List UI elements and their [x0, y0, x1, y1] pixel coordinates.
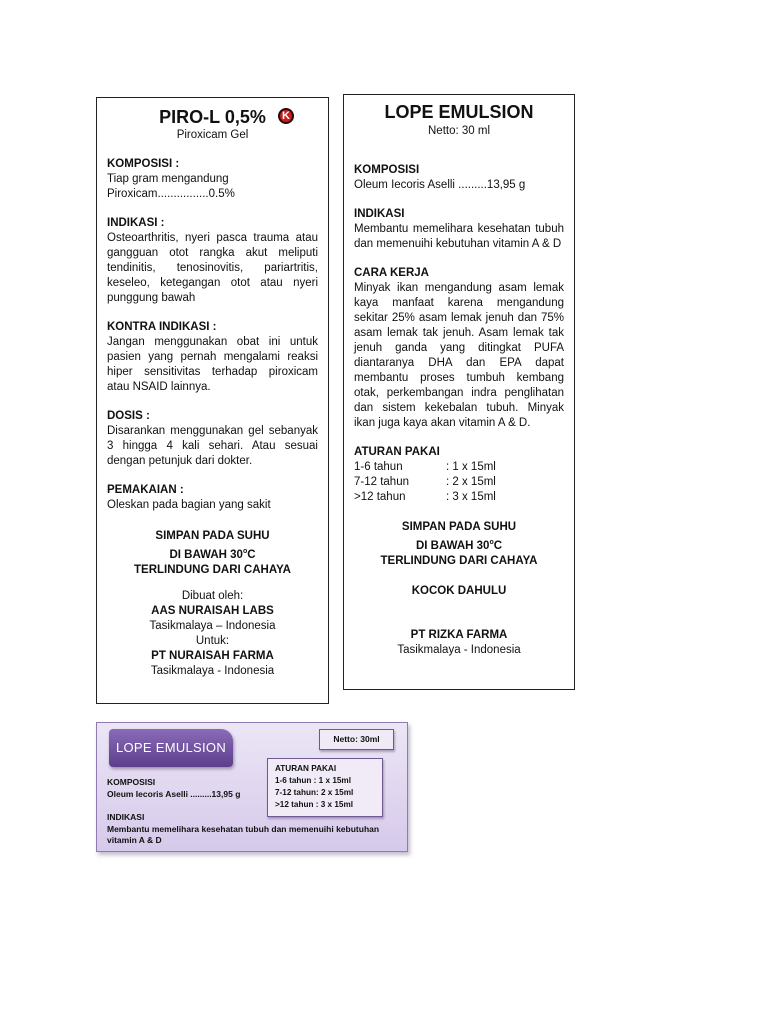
label-aturan-line: 1-6 tahun : 1 x 15ml	[275, 776, 351, 785]
piro-komposisi-line-2: Piroxicam................0.5%	[107, 188, 235, 200]
piro-dosis-text: Disarankan menggunakan gel sebanyak 3 hingga 4 kali sehari. Atau sesuai dengan petunjuk dari dokter.	[107, 425, 318, 467]
piro-pemakaian-heading: PEMAKAIAN :	[107, 484, 184, 496]
piro-komposisi-heading: KOMPOSISI :	[107, 158, 180, 170]
piro-indikasi-text: Osteoarthritis, nyeri pasca trauma atau gangguan otot rangka akut meliputi tendinitis, tenosinovitis, pariartritis, keseleo, ketegangan otot atau nyeri punggung bawah	[107, 232, 318, 304]
piro-made-by-label: Dibuat oleh:	[181, 589, 244, 602]
lope-indikasi-text: Membantu memelihara kesehatan tubuh dan memenuihi kebutuhan vitamin A & D	[354, 223, 564, 250]
aturan-age: 1-6 tahun	[354, 461, 403, 473]
piro-kontra-text: Jangan menggunakan obat ini untuk pasien yang pernah mengalami reaksi hiper sensitivitas terhadap piroxicam atau NSAID lainnya.	[107, 336, 318, 393]
piro-storage-line-1: SIMPAN PADA SUHU	[155, 530, 270, 542]
piro-dosis-heading: DOSIS :	[107, 410, 150, 422]
piro-storage-line-2: DI BAWAH 30$^o$C	[169, 548, 256, 561]
piro-title-row	[107, 106, 318, 128]
piro-client-name: PT NURAISAH FARMA	[151, 649, 274, 662]
lope-indikasi-heading: INDIKASI	[354, 208, 405, 220]
piro-for-label: Untuk:	[195, 634, 230, 647]
piro-subtitle: Piroxicam Gel	[176, 129, 249, 141]
label-indikasi-heading: INDIKASI	[107, 812, 145, 822]
label-banner: LOPE EMULSION	[109, 729, 233, 767]
lope-shake-note: KOCOK DAHULU	[411, 584, 507, 597]
lope-aturan-heading: ATURAN PAKAI	[354, 446, 440, 458]
piro-title: PIRO-L 0,5%	[159, 107, 266, 127]
piro-maker-location: Tasikmalaya – Indonesia	[149, 619, 276, 632]
lope-komposisi-heading: KOMPOSISI	[354, 164, 420, 176]
lope-komposisi-text: Oleum Iecoris Aselli .........13,95 g	[354, 179, 526, 191]
lope-storage-line-3: TERLINDUNG DARI CAHAYA	[380, 554, 538, 567]
lope-aturan-row	[354, 475, 564, 490]
piro-l-label-card	[96, 97, 329, 704]
aturan-dose: : 1 x 15ml	[446, 461, 496, 473]
label-indikasi-text: Membantu memelihara kesehatan tubuh dan memenuihi kebutuhan vitamin A & D	[107, 824, 380, 845]
label-netto-box: Netto: 30ml	[319, 729, 394, 750]
label-aturan-line: 7-12 tahun: 2 x 15ml	[275, 788, 354, 797]
k-hazard-logo-icon: K	[278, 108, 294, 124]
lope-netto: Netto: 30 ml	[428, 125, 490, 137]
piro-pemakaian-text: Oleskan pada bagian yang sakit	[107, 499, 271, 511]
lope-emulsion-label-card	[343, 94, 575, 690]
label-aturan-heading: ATURAN PAKAI	[275, 764, 337, 773]
lope-storage-line-2: DI BAWAH 30$^o$C	[415, 539, 503, 552]
label-aturan-box	[267, 758, 383, 817]
piro-client-location: Tasikmalaya - Indonesia	[150, 664, 275, 677]
piro-indikasi-heading: INDIKASI :	[107, 217, 165, 229]
aturan-age: 7-12 tahun	[354, 476, 409, 488]
lope-storage-line-1: SIMPAN PADA SUHU	[401, 521, 517, 533]
lope-small-product-label	[96, 722, 408, 852]
label-aturan-line: >12 tahun : 3 x 15ml	[275, 800, 354, 809]
lope-cara-kerja-text: Minyak ikan mengandung asam lemak kaya manfaat karena mengandung sekitar 25% asam lemak jenuh dan 75% asam lemak tak jenuh. Asam lemak tak jenuh ganda yang ditingkat PUFA diantaranya DHA dan EPA dapat membantu proses tumbuh kembang otak, perkembangan indra penglihatan dan sistem kekebalan tubuh. Minyak ikan juga kaya akan vitamin A & D.	[354, 282, 564, 429]
aturan-dose: : 3 x 15ml	[446, 491, 496, 503]
lope-company-name: PT RIZKA FARMA	[410, 628, 508, 641]
piro-kontra-heading: KONTRA INDIKASI :	[107, 321, 217, 333]
lope-cara-kerja-heading: CARA KERJA	[354, 267, 429, 279]
piro-storage-line-3: TERLINDUNG DARI CAHAYA	[134, 563, 291, 576]
lope-aturan-row	[354, 460, 564, 475]
piro-komposisi-line-1: Tiap gram mengandung	[107, 173, 229, 185]
label-komposisi-text: Oleum Iecoris Aselli .........13,95 g	[107, 789, 241, 799]
aturan-age: >12 tahun	[354, 491, 406, 503]
aturan-dose: : 2 x 15ml	[446, 476, 496, 488]
label-komposisi-heading: KOMPOSISI	[107, 777, 156, 787]
lope-title: LOPE EMULSION	[384, 102, 534, 122]
lope-company-location: Tasikmalaya - Indonesia	[397, 643, 521, 656]
piro-maker-name: AAS NURAISAH LABS	[151, 604, 274, 617]
lope-aturan-row	[354, 490, 564, 505]
